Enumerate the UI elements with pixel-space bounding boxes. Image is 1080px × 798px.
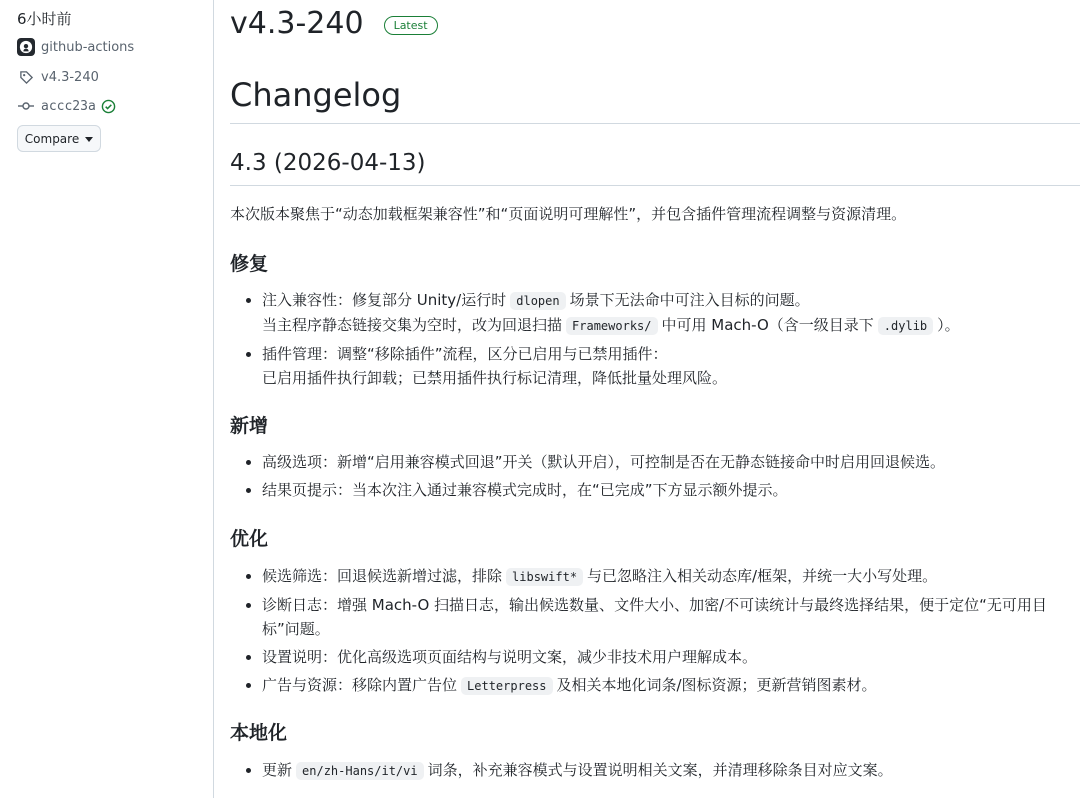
tag-name[interactable]: v4.3-240	[41, 69, 99, 85]
list-item: 广告与资源：移除内置广告位 Letterpress 及相关本地化词条/图标资源；更新营销图素材。	[242, 673, 1080, 698]
commit-icon	[17, 97, 35, 115]
loc-heading: 本地化	[230, 722, 288, 744]
commit-sha[interactable]: accc23a	[41, 98, 96, 114]
compare-button[interactable]	[17, 125, 101, 152]
latest-badge: Latest	[384, 16, 438, 35]
author-row[interactable]	[17, 38, 134, 56]
inline-code: .dylib	[878, 317, 933, 335]
opt-list	[242, 564, 1080, 702]
list-item: 设置说明：优化高级选项页面结构与说明文案，减少非技术用户理解成本。	[242, 645, 1080, 669]
inline-code: dlopen	[510, 292, 565, 310]
loc-list	[242, 758, 1080, 787]
list-item: 结果页提示：当本次注入通过兼容模式完成时，在“已完成”下方显示额外提示。	[242, 478, 1080, 502]
list-item: 插件管理：调整“移除插件”流程，区分已启用与已禁用插件： 已启用插件执行卸载；已禁用插件执行标记清理，降低批量处理风险。	[242, 342, 1080, 390]
release-title[interactable]: v4.3-240	[230, 6, 364, 41]
changelog-heading: Changelog	[230, 76, 1080, 124]
fix-list	[242, 288, 1080, 394]
inline-code: libswift*	[506, 568, 583, 586]
release-time: 6小时前	[17, 10, 72, 28]
inline-code: Letterpress	[461, 677, 552, 695]
add-heading: 新增	[230, 415, 269, 437]
github-avatar-icon	[17, 38, 35, 56]
inline-code: en/zh-Hans/it/vi	[296, 762, 424, 780]
list-item: 更新 en/zh-Hans/it/vi 词条，补充兼容模式与设置说明相关文案，并清理移除条目对应文案。	[242, 758, 1080, 783]
list-item: 注入兼容性：修复部分 Unity/运行时 dlopen 场景下无法命中可注入目标的问题。 当主程序静态链接交集为空时，改为回退扫描 Frameworks/ 中可用 Mach-O（含一级目录下 .dylib ）。	[242, 288, 1080, 338]
list-item: 高级选项：新增“启用兼容模式回退”开关（默认开启），可控制是否在无静态链接命中时启用回退候选。	[242, 450, 1080, 474]
intro-paragraph: 本次版本聚焦于“动态加载框架兼容性”和“页面说明可理解性”，并包含插件管理流程调整与资源清理。	[230, 205, 907, 223]
add-list	[242, 450, 1080, 506]
list-item: 候选筛选：回退候选新增过滤，排除 libswift* 与已忽略注入相关动态库/框架，并统一大小写处理。	[242, 564, 1080, 589]
commit-row[interactable]	[17, 97, 124, 115]
compare-label: Compare	[24, 131, 80, 146]
tag-row[interactable]	[17, 68, 99, 86]
author-name[interactable]: github-actions	[41, 39, 135, 55]
opt-heading: 优化	[230, 528, 269, 550]
fix-heading: 修复	[230, 253, 269, 275]
caret-down-icon	[85, 137, 93, 142]
tag-icon	[17, 68, 35, 86]
release-sidebar	[0, 0, 214, 798]
verified-check-icon	[100, 97, 118, 115]
version-heading: 4.3 (2026-04-13)	[230, 150, 1080, 186]
inline-code: Frameworks/	[566, 317, 657, 335]
list-item: 诊断日志：增强 Mach-O 扫描日志，输出候选数量、文件大小、加密/不可读统计与最终选择结果，便于定位“无可用目标”问题。	[242, 593, 1080, 641]
release-header	[230, 6, 438, 41]
